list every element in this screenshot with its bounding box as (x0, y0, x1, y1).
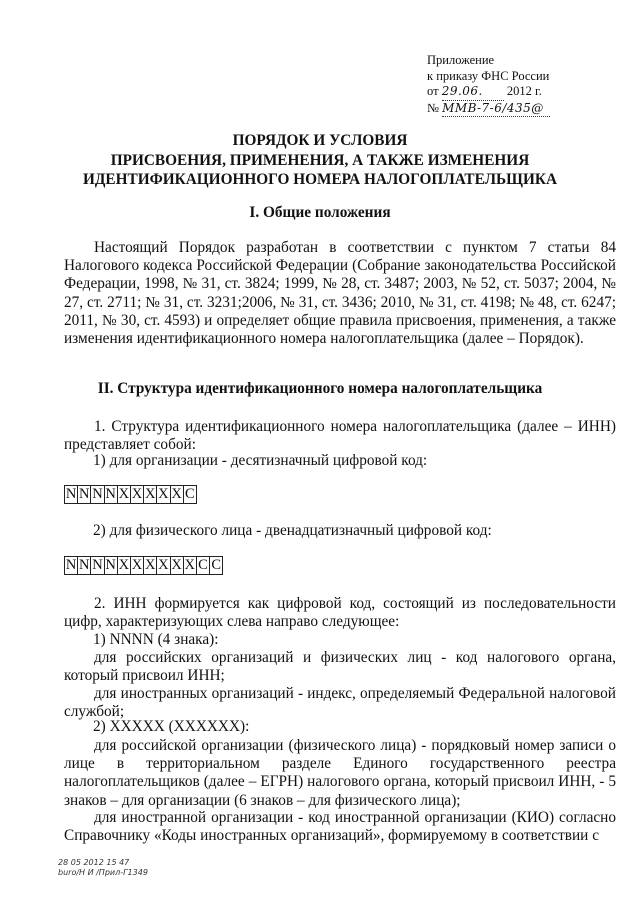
code-cell: X (144, 557, 156, 573)
xxxxx-foreign-org: для иностранной организации - код иностранной организации (КИО) согласно Справочнику «Коды иностранных организаций», формируемому в соответствии с (64, 809, 616, 845)
code-cell: X (158, 486, 169, 502)
code-cell: N (92, 486, 103, 502)
section-1-paragraph: Настоящий Порядок разработан в соответствии с пунктом 7 статьи 84 Налогового кодекса Российской Федерации (Собрание законодательства Российской Федерации, 1998, № 31, ст. 3824; 1999, № 28, ст. 3487; 2003, № 52, ст. 5037; 2004, № 27, ст. 2711; № 31, ст. 3231;2006, № 31, ст. 3436; 2010, № 31, ст. 4198; № 48, ст. 6247; 2011, № 30, ст. 4593) и определяет общие правила присвоения, применения, а также изменения идентификационного номера налогоплательщика (далее – Порядок). (64, 239, 616, 348)
section-1-heading: I. Общие положения (249, 204, 391, 221)
footer-print-info (58, 858, 148, 878)
xxxxx-russian-org: для российской организации (физического лица) - порядковый номер записи о лице в территориальном разделе Единого государственного реестра налогоплательщиков (далее – ЕГРН) налогового органа, который присвоил ИНН, - 5 знаков – для организации (6 знаков – для физического лица); (64, 737, 616, 809)
nnnn-item: 1) NNNN (4 знака): (93, 631, 219, 648)
code-cell: X (118, 557, 130, 573)
appendix-stamp (427, 53, 550, 117)
stamp-number-handwritten: ММВ-7-6/435@ (442, 101, 550, 118)
xxxxx-item: 2) XXXXX (XXXXXX): (93, 718, 250, 735)
code-cell: X (171, 557, 182, 573)
code-cell: N (79, 557, 90, 573)
title-line-2: ПРИСВОЕНИЯ, ПРИМЕНЕНИЯ, А ТАКЖЕ ИЗМЕНЕНИЯ (110, 151, 530, 169)
inn-structure-paragraph: 1. Структура идентификационного номера налогоплательщика (далее – ИНН) представляет собой: (64, 418, 616, 454)
code-cell: X (158, 557, 169, 573)
stamp-line-order: к приказу ФНС России (427, 68, 550, 83)
inn-formation-paragraph: 2. ИНН формируется как цифровой код, состоящий из последовательности цифр, характеризующих слева направо следующее: (64, 595, 616, 631)
person-code-label: 2) для физического лица - двенадцатизначный цифровой код: (93, 522, 492, 539)
footer-file-path: buro/Н И /Прил-Г1349 (58, 868, 148, 877)
code-cell: C (211, 557, 221, 573)
code-cell: C (197, 557, 210, 574)
org-code-label: 1) для организации - десятизначный цифровой код: (93, 452, 428, 469)
nnnn-foreign-orgs: для иностранных организаций - индекс, определяемый Федеральной налоговой службой; (64, 685, 616, 721)
stamp-line-date (427, 84, 550, 101)
stamp-date-prefix: от (427, 84, 439, 98)
code-cell: X (131, 557, 143, 573)
title-line-1: ПОРЯДОК И УСЛОВИЯ (232, 132, 408, 149)
code-cell: N (65, 486, 77, 502)
code-cell: X (184, 557, 196, 573)
code-cell: N (79, 486, 90, 502)
org-code-boxes (64, 485, 197, 504)
code-cell: X (144, 486, 156, 502)
code-cell: X (118, 486, 130, 502)
code-cell: X (171, 486, 182, 502)
code-cell: N (105, 486, 116, 502)
code-cell: N (105, 557, 116, 573)
stamp-number-prefix: № (427, 100, 439, 115)
document-title (0, 131, 640, 190)
stamp-line-appendix: Приложение (427, 53, 495, 67)
stamp-year: 2012 г. (506, 84, 542, 98)
stamp-line-number (427, 101, 550, 118)
code-cell: N (65, 557, 77, 573)
stamp-date-handwritten: 29.06. (442, 84, 504, 101)
code-cell: C (184, 486, 195, 502)
title-line-3: ИДЕНТИФИКАЦИОННОГО НОМЕРА НАЛОГОПЛАТЕЛЬЩИКА (82, 171, 557, 188)
nnnn-russian-orgs: для российских организаций и физических лиц - код налогового органа, который присвоил ИНН; (64, 649, 616, 685)
person-code-boxes (64, 556, 223, 575)
section-2-heading: II. Структура идентификационного номера налогоплательщика (97, 380, 543, 397)
code-cell: N (92, 557, 103, 573)
footer-timestamp: 28 05 2012 15 47 (58, 858, 130, 867)
code-cell: X (131, 486, 143, 502)
